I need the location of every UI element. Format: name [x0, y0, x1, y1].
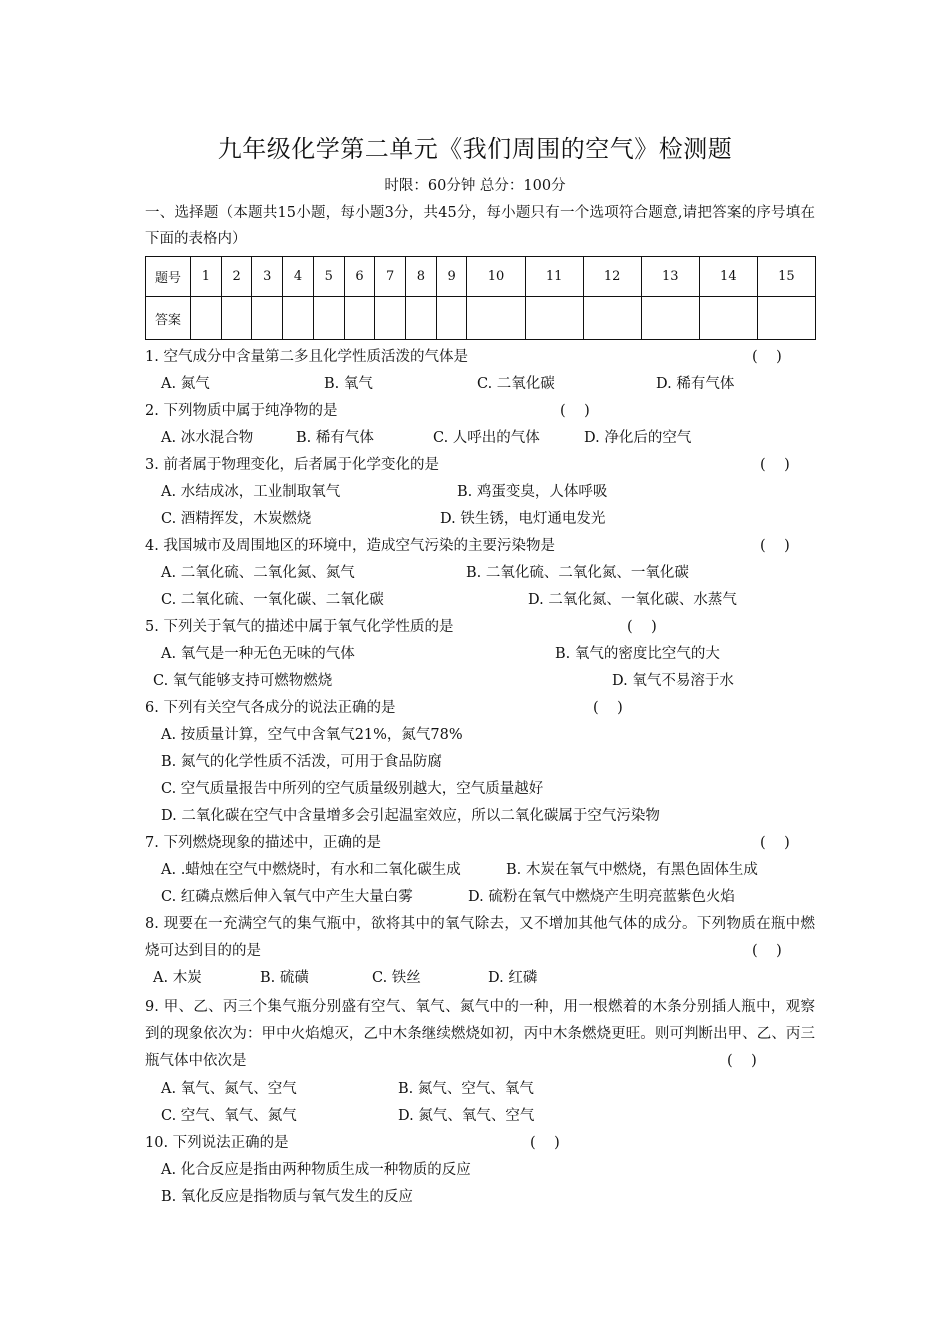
question-2-option-c: C. 人呼出的气体 — [433, 430, 540, 446]
question-3-option-a: A. 水结成冰，工业制取氧气 — [161, 484, 341, 500]
number-cell: 9 — [436, 257, 467, 297]
number-cell: 1 — [191, 257, 222, 297]
question-7-option-a: A. .蜡烛在空气中燃烧时，有水和二氧化碳生成 — [161, 862, 461, 878]
question-4-option-a: A. 二氧化硫、二氧化氮、氮气 — [161, 565, 355, 581]
question-5-stem: 5. 下列关于氧气的描述中属于氧气化学性质的是 — [145, 619, 454, 635]
number-cell: 7 — [375, 257, 406, 297]
answer-cell[interactable] — [313, 297, 344, 340]
question-6-option-d: D. 二氧化碳在空气中含量增多会引起温室效应，所以二氧化碳属于空气污染物 — [161, 808, 660, 824]
answer-table — [145, 256, 816, 340]
answer-bracket: ( ) — [760, 457, 790, 473]
question-7-option-c: C. 红磷点燃后伸入氧气中产生大量白雾 — [161, 889, 413, 905]
question-8-stem: 8. 现要在一充满空气的集气瓶中，欲将其中的氧气除去，又不增加其他气体的成分。下列物质在瓶中燃烧可达到目的的是 — [145, 916, 815, 959]
question-2-option-a: A. 冰水混合物 — [161, 430, 254, 446]
number-cell: 8 — [406, 257, 437, 297]
answer-bracket: ( ) — [752, 349, 782, 365]
question-9-stem: 9. 甲、乙、丙三个集气瓶分别盛有空气、氧气、氮气中的一种，用一根燃着的木条分别插人瓶中，观察到的现象依次为：甲中火焰熄灭，乙中木条继续燃烧如初，丙中木条燃烧更旺。则可判断出甲、乙、丙三瓶气体中依次是 — [145, 999, 815, 1069]
question-9-option-c: C. 空气、氧气、氮气 — [161, 1108, 297, 1124]
number-cell: 5 — [313, 257, 344, 297]
question-4-option-c: C. 二氧化硫、一氧化碳、二氧化碳 — [161, 592, 384, 608]
question-2-option-d: D. 净化后的空气 — [584, 430, 692, 446]
answer-row — [146, 297, 816, 340]
question-7-stem: 7. 下列燃烧现象的描述中，正确的是 — [145, 835, 381, 851]
question-5-option-b: B. 氧气的密度比空气的大 — [555, 646, 720, 662]
question-1-option-b: B. 氧气 — [324, 376, 373, 392]
question-3-option-d: D. 铁生锈，电灯通电发光 — [440, 511, 606, 527]
question-10-option-a: A. 化合反应是指由两种物质生成一种物质的反应 — [161, 1162, 471, 1178]
row-label-answer: 答案 — [146, 297, 191, 340]
question-5-option-c: C. 氧气能够支持可燃物燃烧 — [153, 673, 333, 689]
answer-bracket: ( ) — [760, 835, 790, 851]
section-one-instructions: 一、选择题（本题共15小题，每小题3分，共45分，每小题只有一个选项符合题意,请把答案的序号填在下面的表格内） — [145, 205, 815, 247]
question-6-stem: 6. 下列有关空气各成分的说法正确的是 — [145, 700, 396, 716]
answer-bracket: ( ) — [560, 403, 590, 419]
answer-cell[interactable] — [375, 297, 406, 340]
number-cell: 11 — [525, 257, 583, 297]
number-cell: 12 — [583, 257, 641, 297]
question-9-option-a: A. 氧气、氮气、空气 — [161, 1081, 297, 1097]
question-8-option-c: C. 铁丝 — [372, 970, 421, 986]
answer-cell[interactable] — [221, 297, 252, 340]
answer-cell[interactable] — [344, 297, 375, 340]
number-cell: 13 — [641, 257, 699, 297]
number-cell: 3 — [252, 257, 283, 297]
answer-bracket: ( ) — [530, 1135, 560, 1151]
question-3-option-b: B. 鸡蛋变臭，人体呼吸 — [457, 484, 608, 500]
question-6-option-c: C. 空气质量报告中所列的空气质量级别越大，空气质量越好 — [161, 781, 544, 797]
number-cell: 15 — [757, 257, 815, 297]
answer-cell[interactable] — [283, 297, 314, 340]
answer-bracket: ( ) — [760, 538, 790, 554]
answer-cell[interactable] — [406, 297, 437, 340]
question-7-option-b: B. 木炭在氧气中燃烧，有黑色固体生成 — [506, 862, 758, 878]
question-2-option-b: B. 稀有气体 — [296, 430, 374, 446]
question-6-option-b: B. 氮气的化学性质不活泼，可用于食品防腐 — [161, 754, 442, 770]
number-cell: 2 — [221, 257, 252, 297]
question-1-option-d: D. 稀有气体 — [656, 376, 735, 392]
answer-cell[interactable] — [641, 297, 699, 340]
question-8-option-b: B. 硫磺 — [260, 970, 309, 986]
question-5-option-d: D. 氧气不易溶于水 — [612, 673, 734, 689]
question-2-stem: 2. 下列物质中属于纯净物的是 — [145, 403, 338, 419]
answer-cell[interactable] — [436, 297, 467, 340]
answer-cell[interactable] — [583, 297, 641, 340]
answer-cell[interactable] — [252, 297, 283, 340]
answer-cell[interactable] — [699, 297, 757, 340]
question-1-option-c: C. 二氧化碳 — [477, 376, 555, 392]
answer-cell[interactable] — [191, 297, 222, 340]
page-title: 九年级化学第二单元《我们周围的空气》检测题 — [217, 135, 733, 163]
question-5-option-a: A. 氧气是一种无色无味的气体 — [161, 646, 355, 662]
question-9-option-d: D. 氮气、氧气、空气 — [398, 1108, 535, 1124]
number-cell: 4 — [283, 257, 314, 297]
question-3-stem: 3. 前者属于物理变化，后者属于化学变化的是 — [145, 457, 439, 473]
answer-bracket: ( ) — [727, 1053, 757, 1069]
question-10-stem: 10. 下列说法正确的是 — [145, 1135, 289, 1151]
answer-cell[interactable] — [525, 297, 583, 340]
question-4-stem: 4. 我国城市及周围地区的环境中，造成空气污染的主要污染物是 — [145, 538, 555, 554]
number-cell: 14 — [699, 257, 757, 297]
question-4-option-b: B. 二氧化硫、二氧化氮、一氧化碳 — [466, 565, 689, 581]
question-1-stem: 1. 空气成分中含量第二多且化学性质活泼的气体是 — [145, 349, 468, 365]
exam-subtitle: 时限：60分钟 总分：100分 — [384, 178, 566, 194]
number-cell: 10 — [467, 257, 525, 297]
row-label-number: 题号 — [146, 257, 191, 297]
question-number-row — [146, 257, 816, 297]
question-3-option-c: C. 酒精挥发，木炭燃烧 — [161, 511, 312, 527]
question-10-option-b: B. 氧化反应是指物质与氧气发生的反应 — [161, 1189, 413, 1205]
question-8-option-d: D. 红磷 — [488, 970, 538, 986]
answer-bracket: ( ) — [627, 619, 657, 635]
question-8-option-a: A. 木炭 — [153, 970, 202, 986]
question-1-option-a: A. 氮气 — [161, 376, 210, 392]
answer-cell[interactable] — [467, 297, 525, 340]
answer-bracket: ( ) — [752, 943, 782, 959]
answer-bracket: ( ) — [593, 700, 623, 716]
question-9-option-b: B. 氮气、空气、氧气 — [398, 1081, 534, 1097]
answer-cell[interactable] — [757, 297, 815, 340]
question-4-option-d: D. 二氧化氮、一氧化碳、水蒸气 — [528, 592, 737, 608]
question-7-option-d: D. 硫粉在氧气中燃烧产生明亮蓝紫色火焰 — [468, 889, 735, 905]
question-6-option-a: A. 按质量计算，空气中含氧气21%，氮气78% — [161, 727, 463, 743]
number-cell: 6 — [344, 257, 375, 297]
